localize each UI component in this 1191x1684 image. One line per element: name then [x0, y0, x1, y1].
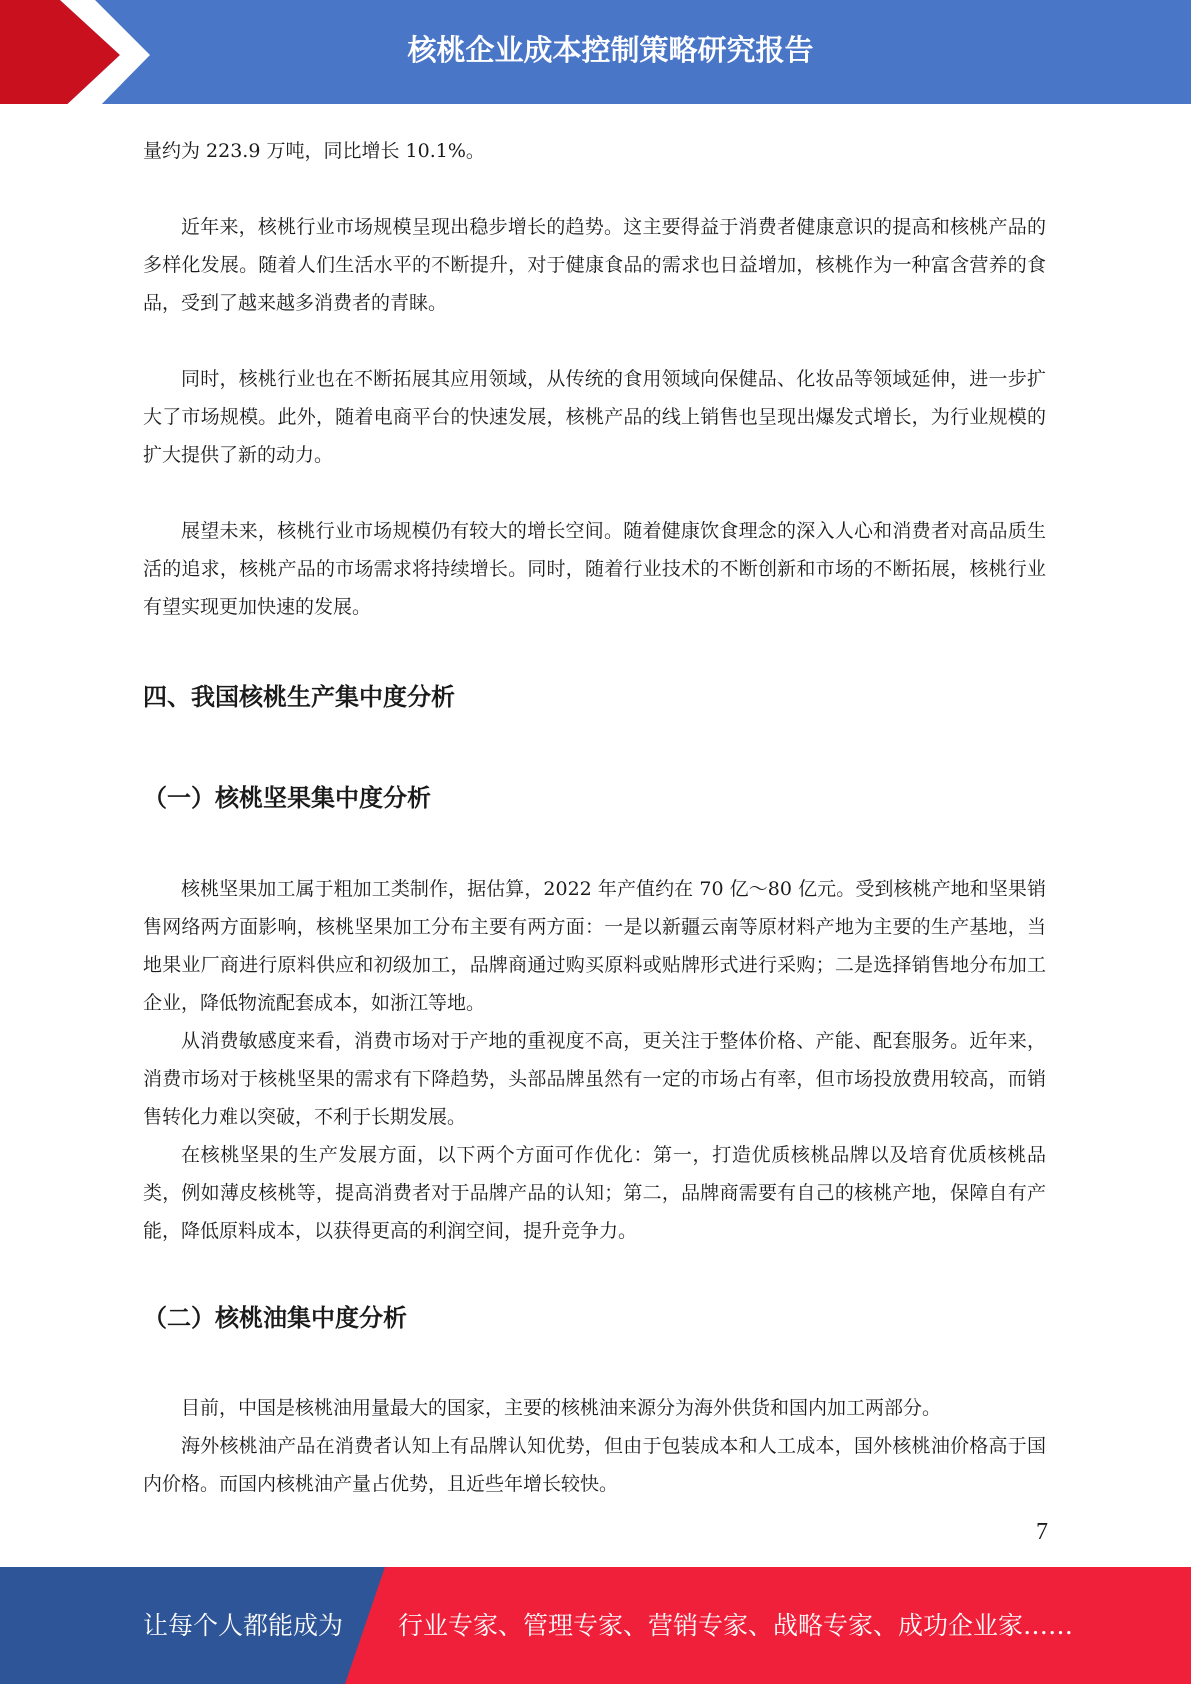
footer-slogan-right: 行业专家、管理专家、营销专家、战略专家、成功企业家……: [398, 1611, 1074, 1640]
paragraph: 海外核桃油产品在消费者认知上有品牌认知优势，但由于包装成本和人工成本，国外核桃油价格高于国内价格。而国内核桃油产量占优势，且近些年增长较快。: [143, 1435, 1046, 1495]
section-heading-4: 四、我国核桃生产集中度分析: [143, 683, 455, 711]
paragraph: 展望未来，核桃行业市场规模仍有较大的增长空间。随着健康饮食理念的深入人心和消费者对高品质生活的追求，核桃产品的市场需求将持续增长。同时，随着行业技术的不断创新和市场的不断拓展，核桃行业有望实现更加快速的发展。: [143, 520, 1046, 618]
paragraph: 同时，核桃行业也在不断拓展其应用领域，从传统的食用领域向保健品、化妆品等领域延伸，进一步扩大了市场规模。此外，随着电商平台的快速发展，核桃产品的线上销售也呈现出爆发式增长，为行业规模的扩大提供了新的动力。: [143, 368, 1046, 466]
paragraph: 从消费敏感度来看，消费市场对于产地的重视度不高，更关注于整体价格、产能、配套服务。近年来，消费市场对于核桃坚果的需求有下降趋势，头部品牌虽然有一定的市场占有率，但市场投放费用较高，而销售转化力难以突破，不利于长期发展。: [143, 1030, 1046, 1128]
section-4-1-body: [143, 870, 1046, 1250]
page-number: 7: [1036, 1519, 1048, 1545]
page-header: [0, 0, 1191, 111]
footer-slogan-left: 让每个人都能成为: [143, 1611, 344, 1640]
body-top: [143, 132, 1046, 626]
paragraph: 近年来，核桃行业市场规模呈现出稳步增长的趋势。这主要得益于消费者健康意识的提高和核桃产品的多样化发展。随着人们生活水平的不断提升，对于健康食品的需求也日益增加，核桃作为一种富含营养的食品，受到了越来越多消费者的青睐。: [143, 216, 1046, 314]
paragraph: 量约为 223.9 万吨，同比增长 10.1%。: [143, 140, 485, 162]
page-footer: [0, 1567, 1191, 1684]
paragraph: 核桃坚果加工属于粗加工类制作，据估算，2022 年产值约在 70 亿～80 亿元。受到核桃产地和坚果销售网络两方面影响，核桃坚果加工分布主要有两方面：一是以新疆云南等原材料产地为主要的生产基地，当地果业厂商进行原料供应和初级加工，品牌商通过购买原料或贴牌形式进行采购；二是选择销售地分布加工企业，降低物流配套成本，如浙江等地。: [143, 878, 1046, 1014]
section-heading-4-2: （二）核桃油集中度分析: [143, 1304, 407, 1332]
report-title: 核桃企业成本控制策略研究报告: [407, 33, 814, 67]
paragraph: 在核桃坚果的生产发展方面，以下两个方面可作优化：第一，打造优质核桃品牌以及培育优质核桃品类，例如薄皮核桃等，提高消费者对于品牌产品的认知；第二，品牌商需要有自己的核桃产地，保障自有产能，降低原料成本，以获得更高的利润空间，提升竞争力。: [143, 1144, 1046, 1242]
section-4-2-body: [143, 1389, 1046, 1503]
paragraph: 目前，中国是核桃油用量最大的国家，主要的核桃油来源分为海外供货和国内加工两部分。: [181, 1397, 942, 1419]
section-heading-4-1: （一）核桃坚果集中度分析: [143, 784, 431, 812]
